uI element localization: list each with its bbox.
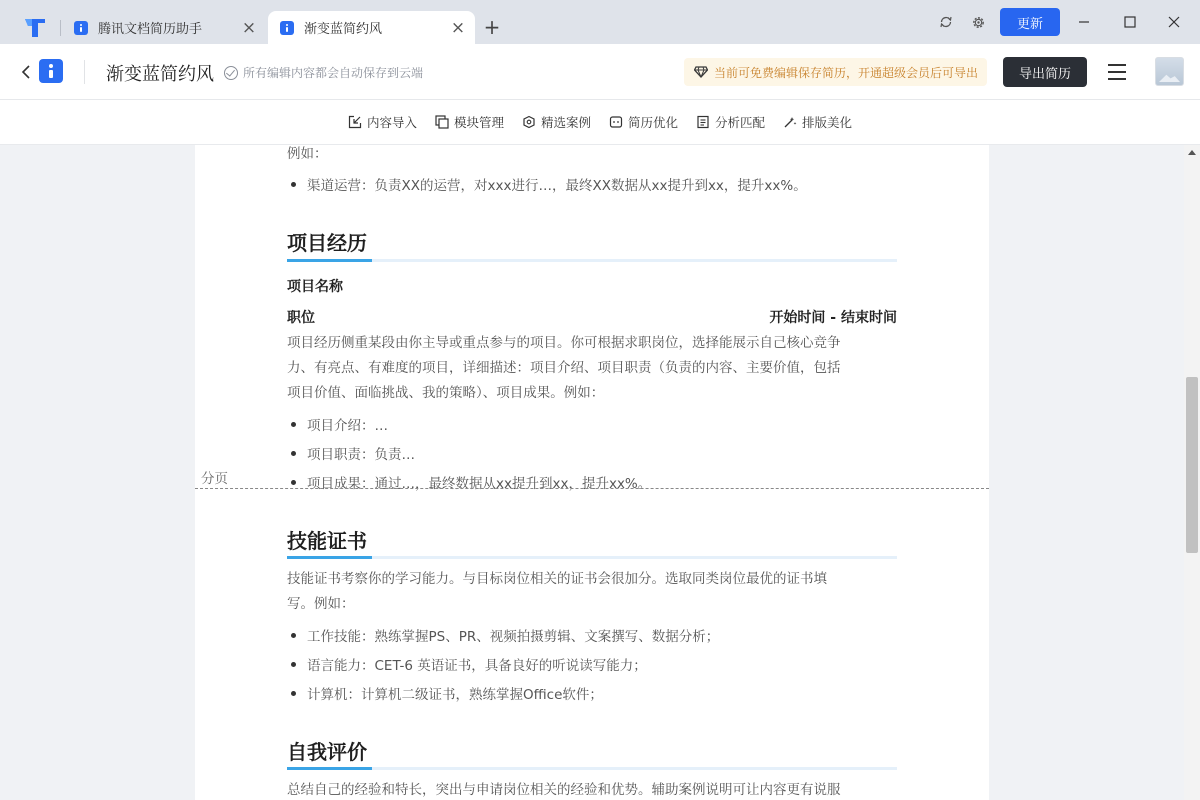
avatar[interactable]: [1155, 57, 1184, 86]
tool-module-manage[interactable]: [435, 113, 504, 131]
tab-bar: [0, 0, 1200, 44]
work-example-label[interactable]: 例如：: [287, 146, 328, 162]
save-status-text: 所有编辑内容都会自动保存到云端: [243, 66, 424, 80]
vip-notice[interactable]: [684, 58, 987, 86]
section-title-self-eval[interactable]: 自我评价: [287, 740, 367, 764]
page-break-label: 分页: [201, 471, 228, 487]
tool-layout-beautify[interactable]: [783, 113, 852, 131]
self-eval-description[interactable]: 总结自己的经验和特长，突出与申请岗位相关的经验和优势。辅助案例说明可让内容更有说服: [287, 782, 841, 798]
tab-resume-assistant[interactable]: [70, 11, 266, 44]
diamond-icon: [694, 66, 708, 78]
list-item[interactable]: 项目介绍：…: [287, 414, 388, 434]
import-icon: [348, 115, 362, 129]
tool-analyze-match[interactable]: [696, 113, 765, 131]
analyze-icon: [696, 115, 710, 129]
header-divider: [84, 60, 85, 84]
desc-line: 项目价值、面临挑战、我的策略）、项目成果。例如：: [287, 385, 605, 401]
section-title-skills[interactable]: 技能证书: [287, 529, 367, 553]
scrollbar-thumb[interactable]: [1186, 377, 1198, 553]
project-row: [287, 307, 897, 327]
tool-label: 排版美化: [802, 115, 853, 130]
desc-line: 力、有亮点、有难度的项目，详细描述：项目介绍、项目职责（负责的内容、主要价值，包括: [287, 360, 841, 376]
page-break-line: [195, 488, 989, 489]
close-icon[interactable]: ×: [450, 17, 466, 38]
list-item[interactable]: 渠道运营：负责XX的运营，对xxx进行…，最终XX数据从xx提升到xx，提升xx%。: [287, 174, 807, 194]
scroll-up-arrow-icon[interactable]: [1188, 150, 1196, 155]
update-button[interactable]: 更新: [1000, 8, 1060, 36]
list-item[interactable]: 计算机：计算机二级证书，熟练掌握Office软件；: [287, 683, 603, 703]
list-item[interactable]: 项目成果：通过…，最终数据从xx提升到xx，提升xx%。: [287, 472, 651, 492]
project-name[interactable]: 项目名称: [287, 279, 343, 295]
vip-notice-text: 当前可免费编辑保存简历，开通超级会员后可导出: [714, 65, 979, 80]
tool-content-import[interactable]: [348, 113, 417, 131]
section-divider: [287, 556, 897, 559]
tab-separator: [60, 20, 61, 36]
new-tab-button[interactable]: +: [483, 15, 501, 39]
tool-label: 内容导入: [366, 115, 417, 130]
menu-icon[interactable]: [1108, 64, 1126, 80]
vertical-scrollbar[interactable]: [1184, 145, 1200, 800]
minimize-icon[interactable]: [1074, 12, 1094, 32]
optimize-icon: [609, 115, 623, 129]
tab-blue-gradient[interactable]: [268, 11, 475, 44]
desc-line: 技能证书考察你的学习能力。与目标岗位相关的证书会很加分。选取同类岗位最优的证书填: [287, 571, 827, 587]
tool-label: 模块管理: [453, 115, 504, 130]
back-chevron-icon[interactable]: [18, 62, 34, 82]
tab-label: 渐变蓝简约风: [304, 22, 383, 37]
doc-title[interactable]: 渐变蓝简约风: [106, 64, 214, 85]
doc-icon: [74, 21, 88, 35]
tencent-docs-logo-icon[interactable]: [22, 14, 48, 40]
sync-icon[interactable]: [936, 12, 956, 32]
section-divider: [287, 767, 897, 770]
list-item[interactable]: 项目职责：负责…: [287, 443, 415, 463]
project-position[interactable]: 职位: [287, 310, 315, 326]
close-window-icon[interactable]: [1164, 12, 1184, 32]
resume-logo-icon: [39, 59, 63, 83]
save-status: [224, 64, 423, 81]
tool-featured-cases[interactable]: [522, 113, 591, 131]
doc-header: [0, 44, 1200, 100]
tool-label: 精选案例: [540, 115, 591, 130]
tool-label: 分析匹配: [715, 115, 766, 130]
desc-line: 写。例如：: [287, 596, 355, 612]
section-title-project[interactable]: 项目经历: [287, 231, 367, 255]
resume-toolbar: [0, 100, 1200, 145]
list-item[interactable]: 工作技能：熟练掌握PS、PR、视频拍摄剪辑、文案撰写、数据分析；: [287, 625, 719, 645]
case-icon: [522, 115, 536, 129]
maximize-icon[interactable]: [1120, 12, 1140, 32]
settings-icon[interactable]: [968, 12, 988, 32]
beautify-icon: [783, 115, 797, 129]
close-icon[interactable]: ×: [241, 17, 257, 38]
desc-line: 项目经历侧重某段由你主导或重点参与的项目。你可根据求职岗位，选择能展示自己核心竞争: [287, 335, 841, 351]
check-circle-icon: [224, 66, 238, 80]
module-icon: [435, 115, 449, 129]
tool-resume-optimize[interactable]: [609, 113, 678, 131]
list-item[interactable]: 语言能力：CET-6 英语证书，具备良好的听说读写能力；: [287, 654, 647, 674]
tab-label: 腾讯文档简历助手: [98, 22, 203, 37]
tool-label: 简历优化: [628, 115, 679, 130]
project-period[interactable]: 开始时间 - 结束时间: [769, 310, 897, 326]
skills-description[interactable]: [287, 567, 897, 617]
editor-canvas: [0, 145, 1184, 800]
project-description[interactable]: [287, 331, 897, 406]
export-resume-button[interactable]: 导出简历: [1003, 57, 1087, 87]
doc-icon: [280, 21, 294, 35]
section-divider: [287, 259, 897, 262]
